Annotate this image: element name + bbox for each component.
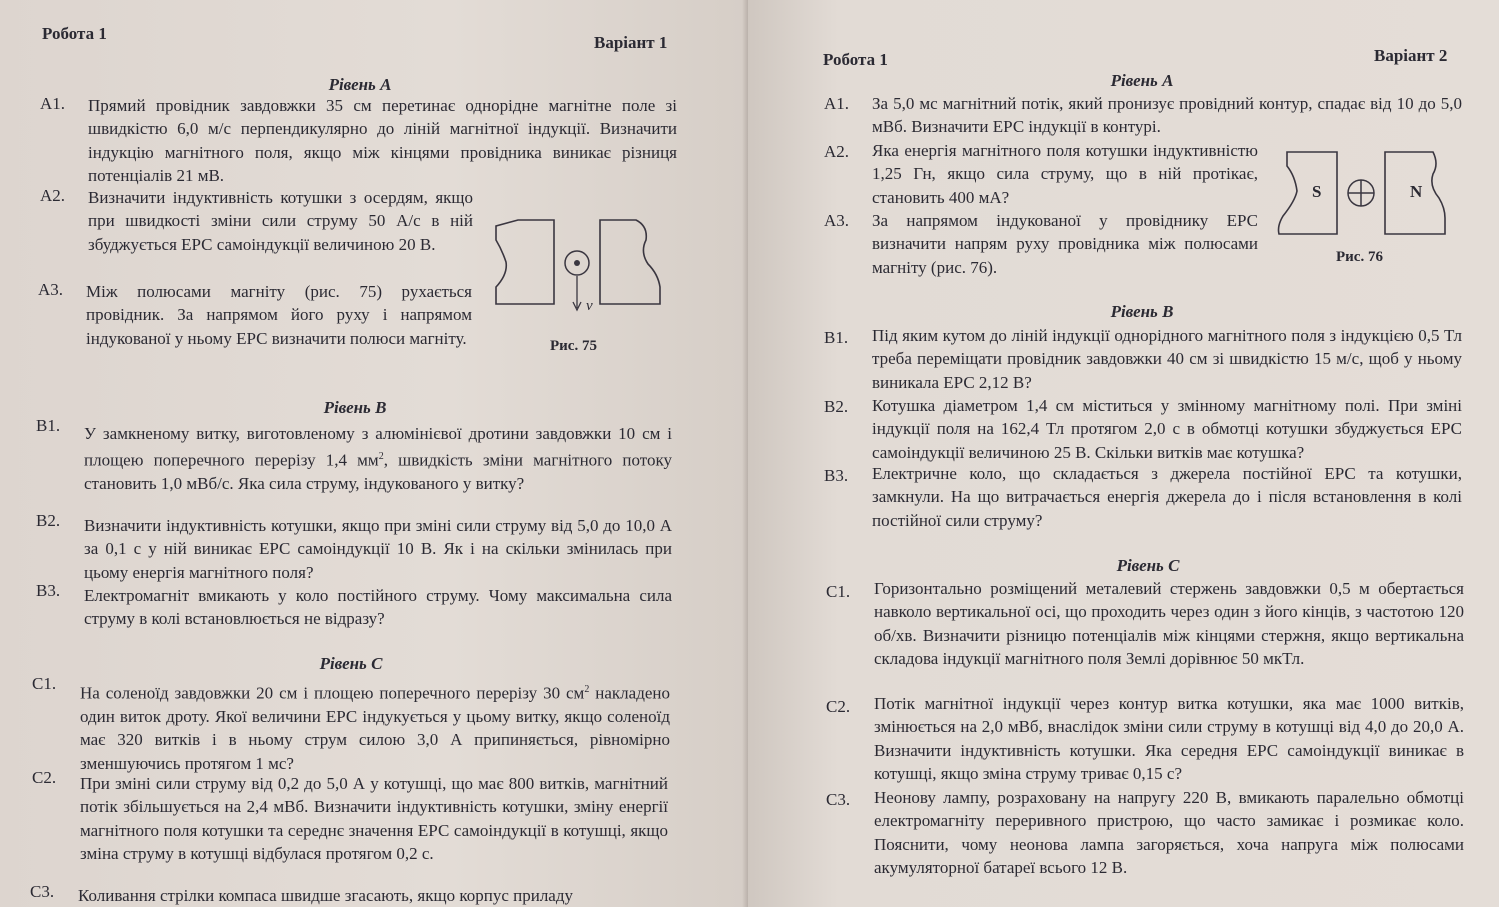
velocity-label: v [586,298,593,314]
task-text: Потік магнітної індукції через контур витка котушки, яка має 1000 витків, змінюється на 2,0 мВб, внаслідок зміни сили струму в котушці від 4,0 до 20,0 А. Визначити індуктивність котушки. Яка середня ЕРС самоіндукції виникає в котушці, якщо зміна струму триває 0,15 с? [874,694,1464,783]
task-text: Під яким кутом до ліній індукції однорідного магнітного поля з індукцією 0,5 Тл треба переміщати провідник завдовжки 40 см зі швидкістю 15 м/с, щоб у ньому виникала ЕРС 2,12 В? [872,326,1462,392]
task-number: A1. [824,94,850,113]
task-text: Електричне коло, що складається з джерела постійної ЕРС та котушки, замкнули. На що витрачається енергія джерела до і після встановлення в колі постійної сили струму? [872,464,1462,530]
task-number: A3. [824,211,850,230]
figure-76 [1273,146,1473,246]
level-c-heading: Рівень С [1116,556,1180,575]
level-a-heading: Рівень А [328,75,392,94]
task-number: A3. [38,280,64,299]
task-text: За 5,0 мс магнітний потік, який пронизує провідний контур, спадає від 10 до 5,0 мВб. Визначити ЕРС індукції в контурі. [872,94,1462,137]
task-number: C1. [32,674,57,693]
task-text: Яка енергія магнітного поля котушки індуктивністю 1,25 Гн, якщо сила струму, що в ній протікає, становить 400 мА? [872,141,1258,207]
left-page [0,0,748,907]
task-number: C3. [826,790,851,809]
task-text: За напрямом індукованої у провіднику ЕРС визначити напрям руху провідника між полюсами магніту (рис. 76). [872,211,1258,277]
figure-75 [488,212,678,327]
task-number: B2. [36,511,61,530]
magnet-diagram-76 [1273,146,1473,241]
south-pole-label: S [1312,182,1322,201]
magnet-diagram-75 [488,212,678,322]
task-text: У замкненому витку, виготовленому з алюмінієвої дротини завдовжки 10 см і площею поперечного перерізу 1,4 $мм^2$, швидкість зміни магнітного потоку становить 1,0 мВб/с. Яка сила струму, індукованого у витку? [84,424,672,494]
task-number: C2. [826,697,851,716]
task-text: Горизонтально розміщений металевий стержень завдовжки 0,5 м обертається навколо вертикальної осі, що проходить через один з його кінців, з частотою 120 об/хв. Визначити різницю потенціалів між кінцями стержня, якщо вертикальна складова індукції магнітного поля Землі дорівнює 50 мкТл. [874,579,1464,668]
task-number: A2. [40,186,66,205]
task-text: Прямий провідник завдовжки 35 см перетинає однорідне магнітне поле зі швидкістю 6,0 м/с перпендикулярно до ліній магнітної індукції. Визначити індукцію магнітного поля, якщо між кінцями провідника виникає різниця потенціалів 21 мВ. [88,96,677,185]
work-title: Робота 1 [823,50,888,69]
task-text: Коливання стрілки компаса швидше згасають, якщо корпус приладу [78,886,574,905]
north-pole-label: N [1410,182,1423,201]
task-text: На соленоїд завдовжки 20 см і площею поперечного перерізу 30 $см^2$ накладено один виток дроту. Якої величини ЕРС індукується у цьому витку, якщо соленоїд має 320 витків і в ньому струм силою 3,0 А припиняється, рівномірно зменшуючись протягом 1 мс? [80,683,670,773]
task-number: C2. [32,768,57,787]
figure-caption: Рис. 76 [1336,249,1383,265]
variant-title: Варіант 1 [594,33,668,52]
task-text: Котушка діаметром 1,4 см міститься у змінному магнітному полі. При зміні індукції поля на 162,4 Тл протягом 2,0 с в обмотці котушки збуджується ЕРС самоіндукції величиною 25 В. Скільки витків має котушка? [872,396,1462,462]
level-b-heading: Рівень В [1110,302,1174,321]
task-number: B3. [824,466,849,485]
level-b-heading: Рівень В [323,398,387,417]
task-text: Між полюсами магніту (рис. 75) рухається провідник. За напрямом його руху і напрямом індукованої у ньому ЕРС визначити полюси магніту. [86,282,472,348]
figure-caption: Рис. 75 [550,338,597,354]
work-title: Робота 1 [42,24,107,43]
task-number: C3. [30,882,55,901]
task-number: C1. [826,582,851,601]
task-number: A1. [40,94,66,113]
task-number: B1. [36,416,61,435]
task-number: B1. [824,328,849,347]
task-text: Неонову лампу, розраховану на напругу 220 В, вмикають паралельно обмотці електромагніту переривного пристрою, що часто замикає і розмикає коло. Пояснити, чому неонова лампа загоряється, хоча напруга між полюсами акумуляторної батареї всього 12 В. [874,788,1464,877]
task-text: При зміні сили струму від 0,2 до 5,0 А у котушці, що має 800 витків, магнітний потік збільшується на 2,4 мВб. Визначити індуктивність котушки, зміну енергії магнітного поля котушки та середнє значення ЕРС самоіндукції в котушці, якщо зміна струму в котушці відбулася протягом 0,2 с. [80,774,668,863]
task-number: B3. [36,581,61,600]
level-c-heading: Рівень С [319,654,383,673]
level-a-heading: Рівень А [1110,71,1174,90]
task-number: A2. [824,142,850,161]
task-number: B2. [824,397,849,416]
task-text: Електромагніт вмикають у коло постійного струму. Чому максимальна сила струму в колі встановлюється не відразу? [84,586,672,629]
task-text: Визначити індуктивність котушки, якщо при зміні сили струму від 5,0 до 10,0 А за 0,1 с у ній виникає ЕРС самоіндукції 10 В. Як і на скільки змінилась при цьому енергія магнітного поля? [84,516,672,582]
task-text: Визначити індуктивність котушки з осердям, якщо при швидкості зміни сили струму 50 А/с в ній збуджується ЕРС самоіндукції величиною 20 В. [88,188,473,254]
variant-title: Варіант 2 [1374,46,1448,65]
right-page [748,0,1499,907]
